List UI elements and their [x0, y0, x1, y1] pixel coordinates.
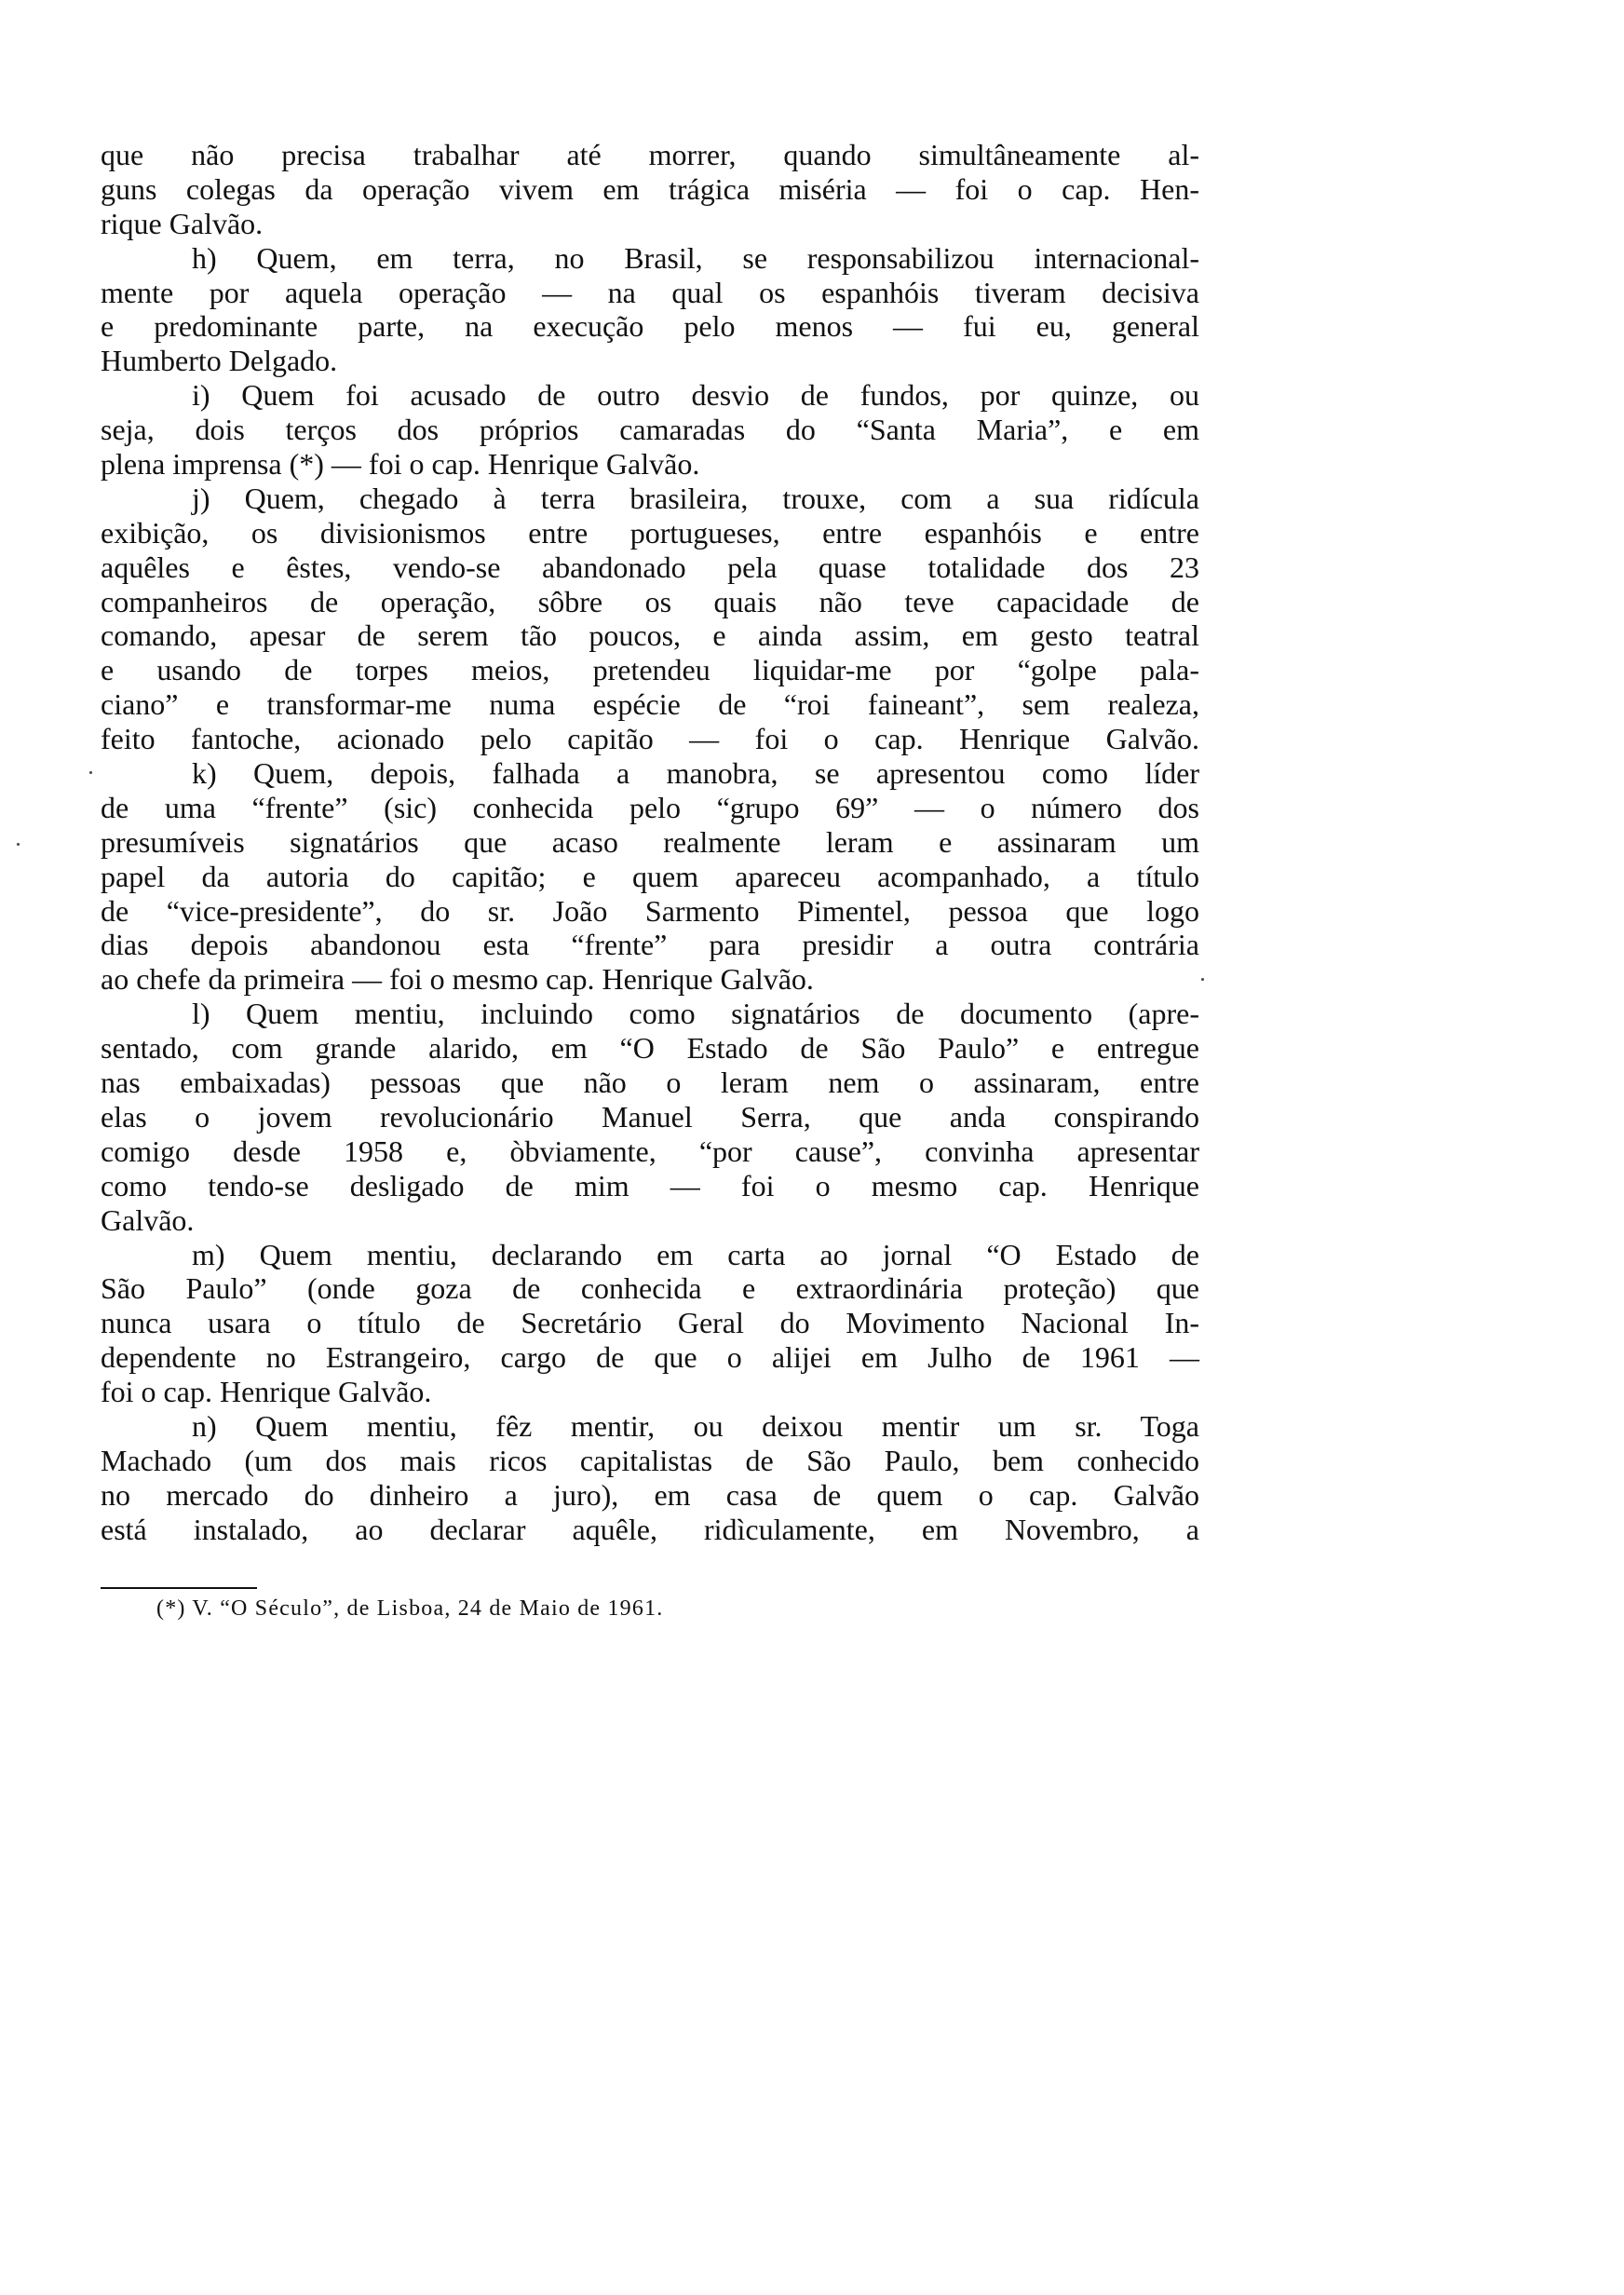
text-line: exibição, os divisionismos entre portugueses, entre espanhóis e entre — [101, 515, 1199, 550]
paragraph-k-start: k) Quem, depois, falhada a manobra, se apresentou como líder — [192, 756, 1199, 791]
text-line: Machado (um dos mais ricos capitalistas de São Paulo, bem conhecido — [101, 1443, 1199, 1477]
text-line: ao chefe da primeira — foi o mesmo cap. Henrique Galvão. — [101, 962, 814, 997]
text-line: sentado, com grande alarido, em “O Estado de São Paulo” e entregue — [101, 1031, 1199, 1066]
paragraph-n-start: n) Quem mentiu, fêz mentir, ou deixou mentir um sr. Toga — [192, 1408, 1199, 1443]
text-line: dias depois abandonou esta “frente” para presidir a outra contrária — [101, 928, 1199, 962]
text-line: feito fantoche, acionado pelo capitão — foi o cap. Henrique Galvão. — [101, 722, 1199, 756]
paragraph-h-start: h) Quem, em terra, no Brasil, se responsabilizou internacional- — [192, 240, 1199, 275]
text-line: São Paulo” (onde goza de conhecida e extraordinária proteção) que — [101, 1271, 1199, 1306]
text-line: plena imprensa (*) — foi o cap. Henrique Galvão. — [101, 447, 700, 482]
text-line: comigo desde 1958 e, òbviamente, “por cause”, convinha apresentar — [101, 1134, 1199, 1168]
text-line: aquêles e êstes, vendo-se abandonado pela quase totalidade dos 23 — [101, 550, 1199, 584]
scan-speck — [89, 771, 92, 774]
text-line: está instalado, ao declarar aquêle, ridìculamente, em Novembro, a — [101, 1512, 1199, 1546]
text-line: ciano” e transformar-me numa espécie de “roi faineant”, sem realeza, — [101, 687, 1199, 722]
body-text — [101, 138, 1199, 1547]
text-line: de uma “frente” (sic) conhecida pelo “grupo 69” — o número dos — [101, 790, 1199, 824]
text-line: presumíveis signatários que acaso realmente leram e assinaram um — [101, 824, 1199, 859]
text-line: elas o jovem revolucionário Manuel Serra, que anda conspirando — [101, 1099, 1199, 1134]
text-line: nas embaixadas) pessoas que não o leram nem o assinaram, entre — [101, 1066, 1199, 1100]
text-line: e predominante parte, na execução pelo menos — fui eu, general — [101, 309, 1199, 344]
paragraph-i-start: i) Quem foi acusado de outro desvio de fundos, por quinze, ou — [192, 378, 1199, 413]
text-line: rique Galvão. — [101, 206, 264, 240]
paragraph-l-start: l) Quem mentiu, incluindo como signatários de documento (apre- — [192, 997, 1199, 1031]
paragraph-m-start: m) Quem mentiu, declarando em carta ao jornal “O Estado de — [192, 1237, 1199, 1271]
scan-speck — [1201, 978, 1204, 981]
text-line: foi o cap. Henrique Galvão. — [101, 1375, 432, 1409]
text-line: Galvão. — [101, 1202, 195, 1237]
text-line: de “vice-presidente”, do sr. João Sarmento Pimentel, pessoa que logo — [101, 893, 1199, 928]
text-line: e usando de torpes meios, pretendeu liquidar-me por “golpe pala- — [101, 653, 1199, 687]
text-line: mente por aquela operação — na qual os espanhóis tiveram decisiva — [101, 275, 1199, 309]
text-line: que não precisa trabalhar até morrer, quando simultâneamente al- — [101, 138, 1199, 171]
text-line: dependente no Estrangeiro, cargo de que o alijei em Julho de 1961 — — [101, 1340, 1199, 1375]
footnote-divider — [101, 1587, 257, 1589]
text-line: papel da autoria do capitão; e quem apareceu acompanhado, a título — [101, 859, 1199, 893]
text-line: comando, apesar de serem tão poucos, e ainda assim, em gesto teatral — [101, 618, 1199, 653]
text-line: como tendo-se desligado de mim — foi o mesmo cap. Henrique — [101, 1168, 1199, 1202]
text-line: no mercado do dinheiro a juro), em casa de quem o cap. Galvão — [101, 1477, 1199, 1512]
text-line: companheiros de operação, sôbre os quais não teve capacidade de — [101, 584, 1199, 618]
text-line: seja, dois terços dos próprios camaradas do “Santa Maria”, e em — [101, 413, 1199, 447]
text-line: nunca usara o título de Secretário Geral do Movimento Nacional In- — [101, 1306, 1199, 1340]
scan-speck — [17, 843, 20, 846]
text-line: guns colegas da operação vivem em trágica miséria — foi o cap. Hen- — [101, 171, 1199, 206]
footnote: (*) V. “O Século”, de Lisboa, 24 de Maio de 1961. — [156, 1596, 664, 1621]
text-line: Humberto Delgado. — [101, 344, 338, 378]
paragraph-j-start: j) Quem, chegado à terra brasileira, trouxe, com a sua ridícula — [192, 481, 1199, 515]
